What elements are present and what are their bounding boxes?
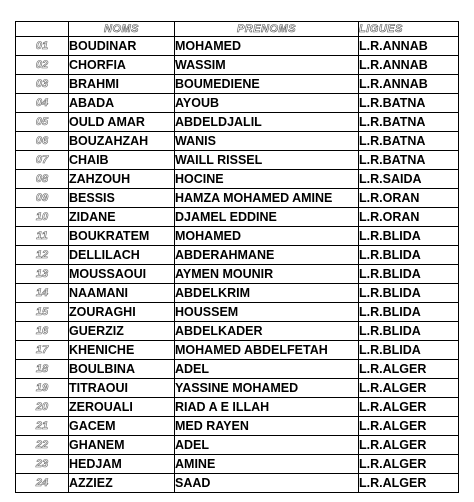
header-ligues: LIGUES [359,22,459,37]
row-nom: ZIDANE [69,208,175,227]
row-prenom: ABDELDJALIL [175,113,359,132]
row-prenom: HOCINE [175,170,359,189]
table-row [16,322,459,341]
row-ligue: L.R.ANNAB [359,75,459,94]
row-nom: OULD AMAR [69,113,175,132]
table-row [16,341,459,360]
row-prenom: ABDELKRIM [175,284,359,303]
row-number: 23 [16,455,69,474]
row-ligue: L.R.ALGER [359,398,459,417]
row-prenom: MOHAMED [175,227,359,246]
row-number: 12 [16,246,69,265]
row-number: 11 [16,227,69,246]
row-prenom: WANIS [175,132,359,151]
table-row [16,360,459,379]
row-ligue: L.R.BLIDA [359,227,459,246]
table-row [16,151,459,170]
row-ligue: L.R.ANNAB [359,37,459,56]
table-row [16,113,459,132]
row-prenom: AYOUB [175,94,359,113]
row-ligue: L.R.ALGER [359,379,459,398]
row-prenom: ADEL [175,360,359,379]
row-number: 06 [16,132,69,151]
row-nom: BESSIS [69,189,175,208]
row-prenom: HOUSSEM [175,303,359,322]
row-number: 02 [16,56,69,75]
document-page [15,21,459,493]
row-number: 07 [16,151,69,170]
row-nom: BOUDINAR [69,37,175,56]
row-nom: KHENICHE [69,341,175,360]
row-prenom: WAILL RISSEL [175,151,359,170]
row-ligue: L.R.BLIDA [359,322,459,341]
row-nom: GACEM [69,417,175,436]
row-ligue: L.R.ALGER [359,360,459,379]
row-nom: ZAHZOUH [69,170,175,189]
row-number: 03 [16,75,69,94]
row-nom: MOUSSAOUI [69,265,175,284]
header-row [16,22,459,37]
row-nom: TITRAOUI [69,379,175,398]
row-nom: ABADA [69,94,175,113]
row-number: 08 [16,170,69,189]
table-row [16,265,459,284]
row-prenom: WASSIM [175,56,359,75]
row-ligue: L.R.ORAN [359,189,459,208]
row-nom: ZOURAGHI [69,303,175,322]
row-number: 14 [16,284,69,303]
row-nom: NAAMANI [69,284,175,303]
row-prenom: ABDELKADER [175,322,359,341]
row-number: 09 [16,189,69,208]
row-ligue: L.R.BATNA [359,132,459,151]
row-prenom: DJAMEL EDDINE [175,208,359,227]
table-body [16,37,459,493]
row-prenom: YASSINE MOHAMED [175,379,359,398]
row-ligue: L.R.BLIDA [359,303,459,322]
row-prenom: MOHAMED [175,37,359,56]
row-number: 10 [16,208,69,227]
row-nom: CHORFIA [69,56,175,75]
row-prenom: ADEL [175,436,359,455]
row-nom: HEDJAM [69,455,175,474]
table-row [16,474,459,493]
row-ligue: L.R.BATNA [359,113,459,132]
row-ligue: L.R.ALGER [359,474,459,493]
table-row [16,208,459,227]
row-ligue: L.R.BATNA [359,94,459,113]
table-row [16,417,459,436]
row-number: 22 [16,436,69,455]
row-prenom: SAAD [175,474,359,493]
row-ligue: L.R.BLIDA [359,246,459,265]
row-ligue: L.R.BLIDA [359,284,459,303]
row-ligue: L.R.SAIDA [359,170,459,189]
row-number: 21 [16,417,69,436]
players-table [15,21,459,493]
row-nom: BOUKRATEM [69,227,175,246]
row-number: 13 [16,265,69,284]
row-ligue: L.R.ALGER [359,436,459,455]
row-nom: GUERZIZ [69,322,175,341]
row-ligue: L.R.ANNAB [359,56,459,75]
row-number: 01 [16,37,69,56]
row-ligue: L.R.BLIDA [359,341,459,360]
table-row [16,227,459,246]
row-prenom: HAMZA MOHAMED AMINE [175,189,359,208]
table-row [16,379,459,398]
row-prenom: AYMEN MOUNIR [175,265,359,284]
table-row [16,284,459,303]
row-nom: AZZIEZ [69,474,175,493]
row-prenom: RIAD A E ILLAH [175,398,359,417]
row-number: 17 [16,341,69,360]
row-nom: GHANEM [69,436,175,455]
row-nom: CHAIB [69,151,175,170]
row-ligue: L.R.ORAN [359,208,459,227]
row-number: 24 [16,474,69,493]
row-number: 16 [16,322,69,341]
row-number: 05 [16,113,69,132]
row-nom: BRAHMI [69,75,175,94]
row-prenom: MED RAYEN [175,417,359,436]
header-prenoms: PRENOMS [175,22,359,37]
table-row [16,170,459,189]
table-row [16,75,459,94]
row-number: 15 [16,303,69,322]
row-prenom: AMINE [175,455,359,474]
row-nom: ZEROUALI [69,398,175,417]
table-row [16,246,459,265]
table-row [16,455,459,474]
row-ligue: L.R.ALGER [359,417,459,436]
row-nom: BOULBINA [69,360,175,379]
table-row [16,94,459,113]
row-number: 04 [16,94,69,113]
row-number: 19 [16,379,69,398]
table-row [16,436,459,455]
row-ligue: L.R.ALGER [359,455,459,474]
header-noms: NOMS [69,22,175,37]
row-number: 20 [16,398,69,417]
table-row [16,56,459,75]
table-row [16,303,459,322]
row-number: 18 [16,360,69,379]
table-row [16,37,459,56]
table-row [16,132,459,151]
row-prenom: BOUMEDIENE [175,75,359,94]
row-prenom: MOHAMED ABDELFETAH [175,341,359,360]
table-row [16,189,459,208]
row-nom: BOUZAHZAH [69,132,175,151]
table-row [16,398,459,417]
header-number [16,22,69,37]
row-ligue: L.R.BLIDA [359,265,459,284]
row-prenom: ABDERAHMANE [175,246,359,265]
row-nom: DELLILACH [69,246,175,265]
row-ligue: L.R.BATNA [359,151,459,170]
